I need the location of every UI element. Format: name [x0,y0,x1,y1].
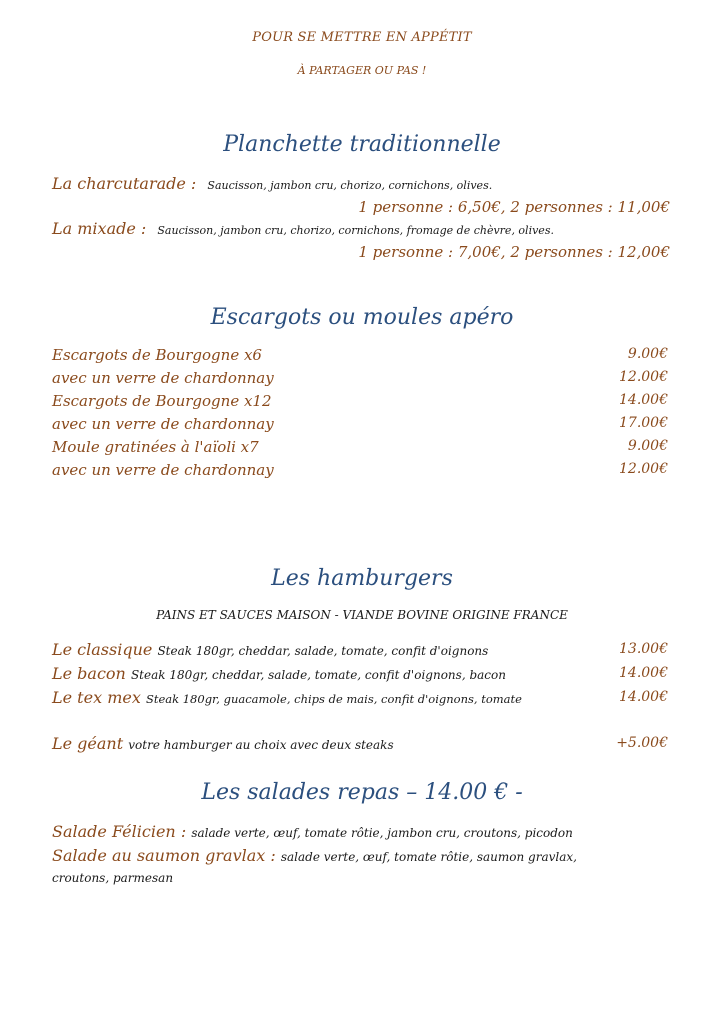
list-item-label: avec un verre de chardonnay [52,415,274,433]
list-item-price: 9.00€ [627,438,668,454]
hamburgers-subtitle: PAINS ET SAUCES MAISON - VIANDE BOVINE ORIGINE FRANCE [156,608,568,622]
item-description: Steak 180gr, cheddar, salade, tomate, confit d'oignons, bacon [130,668,506,682]
list-item-label: Moule gratinées à l'aïoli x7 [52,438,259,456]
item-name: La mixade : [52,219,147,238]
intro-heading: POUR SE METTRE EN APPÉTIT [252,30,472,45]
item-price: 14.00€ [619,665,668,681]
menu-item-salade-saumon [52,846,577,865]
list-item-label: avec un verre de chardonnay [52,461,274,479]
list-item-price: 14.00€ [619,392,668,408]
item-name: La charcutarade : [52,174,197,193]
menu-item-charcutarade [52,174,492,193]
intro-subheading: À PARTAGER OU PAS ! [297,64,427,77]
item-price: 13.00€ [619,641,668,657]
menu-item-tex-mex [52,688,522,707]
list-item-price: 17.00€ [619,415,668,431]
menu-item-geant [52,734,394,753]
item-name: Le tex mex [52,688,141,707]
item-description: Saucisson, jambon cru, chorizo, cornichons, fromage de chèvre, olives. [157,224,554,237]
menu-item-mixade [52,219,554,238]
section-title-planchette: Planchette traditionnelle [223,132,501,157]
menu-item-salade-felicien [52,822,573,841]
item-description: Saucisson, jambon cru, chorizo, cornichons, olives. [207,179,493,192]
item-description: salade verte, œuf, tomate rôtie, jambon cru, croutons, picodon [191,826,573,840]
list-item-label: Escargots de Bourgogne x6 [52,346,262,364]
list-item-price: 12.00€ [619,461,668,477]
item-description: Steak 180gr, cheddar, salade, tomate, confit d'oignons [157,644,489,658]
item-description: votre hamburger au choix avec deux steaks [128,738,394,752]
item-name: Le classique [52,640,153,659]
list-item-price: 12.00€ [619,369,668,385]
item-name: Salade au saumon gravlax : [52,846,276,865]
item-description-continued: croutons, parmesan [52,871,174,885]
item-price: +5.00€ [616,735,668,751]
item-description: Steak 180gr, guacamole, chips de mais, confit d'oignons, tomate [145,692,522,706]
list-item-price: 9.00€ [627,346,668,362]
menu-item-classique [52,640,488,659]
item-price: 1 personne : 7,00€, 2 personnes : 12,00€ [358,243,670,261]
list-item-label: avec un verre de chardonnay [52,369,274,387]
section-title-hamburgers: Les hamburgers [271,566,453,591]
list-item-label: Escargots de Bourgogne x12 [52,392,272,410]
item-name: Salade Félicien : [52,822,187,841]
item-price: 14.00€ [619,689,668,705]
item-name: Le bacon [52,664,126,683]
section-title-salades: Les salades repas – 14.00 € - [201,780,523,805]
item-price: 1 personne : 6,50€, 2 personnes : 11,00€ [358,198,670,216]
section-title-escargots: Escargots ou moules apéro [210,305,514,330]
item-description: salade verte, œuf, tomate rôtie, saumon gravlax, [280,850,577,864]
item-name: Le géant [52,734,124,753]
menu-item-bacon [52,664,506,683]
